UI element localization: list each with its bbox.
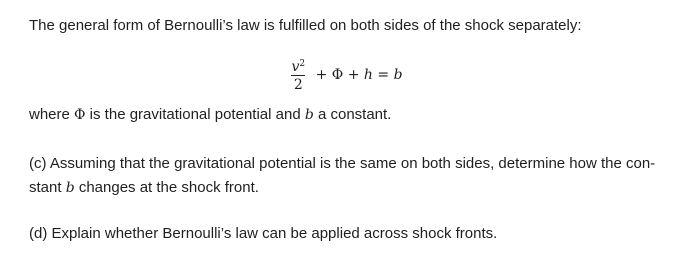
part-c-b-variable: b [65, 180, 75, 196]
b-variable: b [393, 67, 403, 83]
equation-rest [311, 67, 402, 83]
where-middle: is the gravitational potential and [85, 106, 305, 123]
part-c-line2-prefix: stant [29, 179, 66, 196]
fraction-numerator [289, 56, 307, 75]
plus-sign-1: + [311, 67, 332, 83]
where-paragraph [29, 103, 679, 127]
numerator-exponent: 2 [299, 59, 306, 69]
h-variable: h [363, 67, 373, 83]
equation-body [289, 50, 402, 100]
fraction-denominator: 2 [293, 77, 303, 93]
where-phi-symbol: Φ [74, 107, 86, 123]
where-suffix: a constant. [313, 106, 392, 123]
where-prefix: where [29, 106, 75, 123]
equals-sign: = [372, 67, 394, 83]
phi-symbol: Φ [331, 67, 344, 83]
plus-sign-2: + [343, 67, 364, 83]
equation-fraction [289, 56, 307, 94]
where-b-variable: b [304, 107, 314, 123]
numerator-variable: v [291, 59, 300, 75]
bernoulli-equation [0, 50, 692, 100]
part-c-line1: (c) Assuming that the gravitational potential is the same on both sides, determine how the con- [29, 155, 656, 172]
part-c-line2-suffix: changes at the shock front. [74, 179, 259, 196]
intro-paragraph: The general form of Bernoulli’s law is fulfilled on both sides of the shock separately: [29, 17, 582, 34]
part-d-paragraph: (d) Explain whether Bernoulli’s law can be applied across shock fronts. [29, 225, 498, 242]
part-c-paragraph [29, 152, 679, 200]
